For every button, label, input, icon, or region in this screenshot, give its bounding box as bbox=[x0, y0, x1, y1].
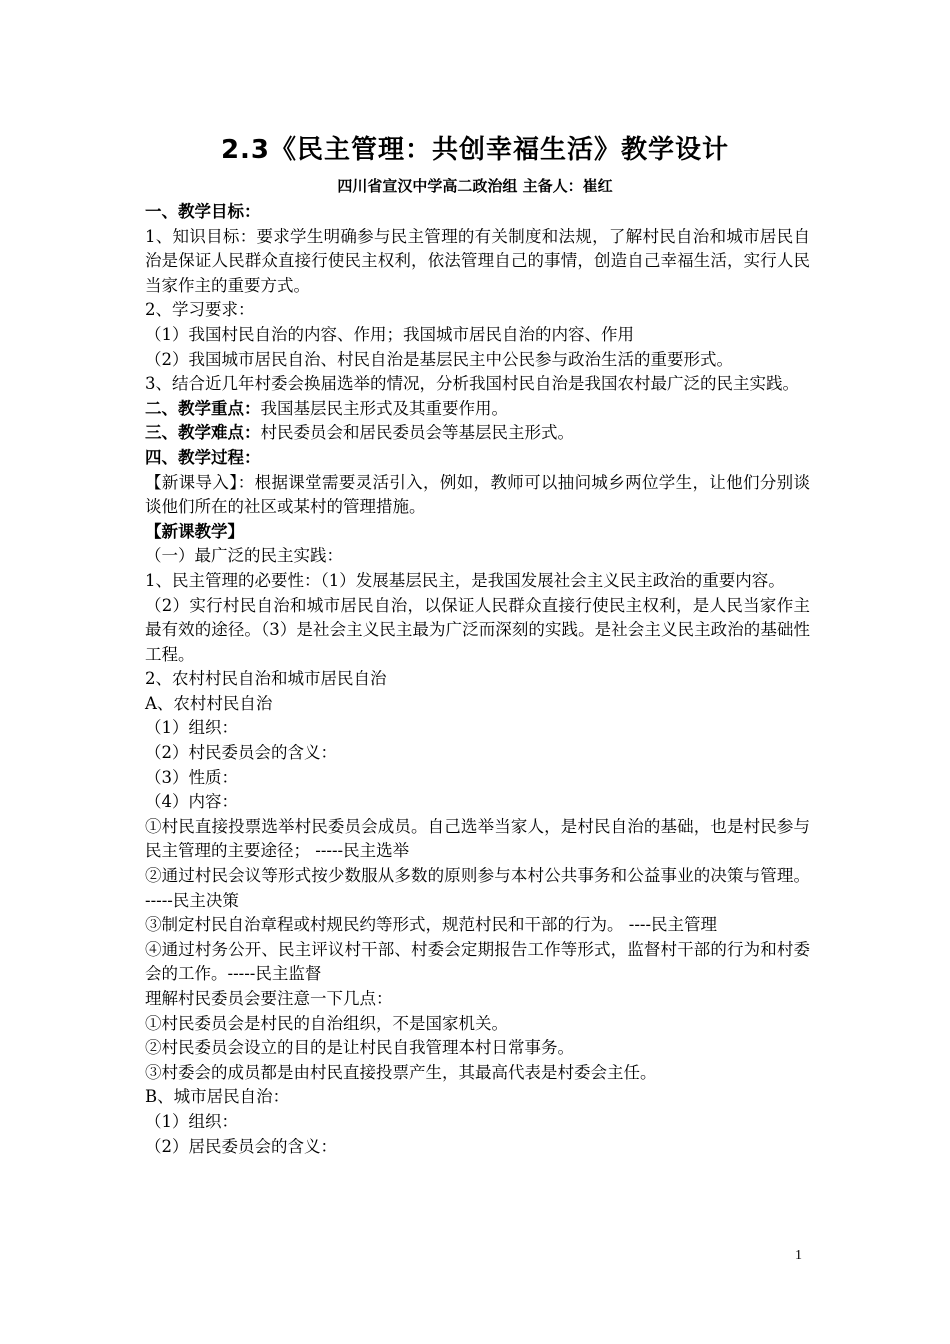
paragraph-text: ④通过村务公开、民主评议村干部、村委会定期报告工作等形式，监督村干部的行为和村委会的工作。-----民主监督 bbox=[145, 939, 810, 984]
paragraph bbox=[145, 790, 810, 815]
paragraph-text: 2、学习要求： bbox=[145, 300, 255, 320]
paragraph bbox=[145, 864, 810, 913]
paragraph-text: 村民委员会和居民委员会等基层民主形式。 bbox=[260, 423, 574, 443]
document-subtitle: 四川省宣汉中学高二政治组 主备人：崔红 bbox=[337, 177, 613, 195]
paragraph bbox=[145, 471, 810, 520]
paragraph bbox=[145, 1061, 810, 1086]
paragraph bbox=[145, 766, 810, 791]
paragraph-text: （一）最广泛的民主实践： bbox=[145, 546, 343, 566]
paragraph bbox=[145, 372, 810, 397]
paragraph-text: B、城市居民自治： bbox=[145, 1087, 290, 1107]
paragraph bbox=[145, 348, 810, 373]
paragraph bbox=[145, 446, 810, 471]
paragraph bbox=[145, 815, 810, 864]
paragraph bbox=[145, 323, 810, 348]
paragraph bbox=[145, 938, 810, 987]
paragraph-text: （4）内容： bbox=[145, 792, 238, 812]
paragraph-text: ①村民委员会是村民的自治组织，不是国家机关。 bbox=[145, 1013, 508, 1033]
paragraph-text: A、农村村民自治 bbox=[145, 693, 273, 713]
paragraph-text: 【新课导入】：根据课堂需要灵活引入，例如，教师可以抽问城乡两位学生，让他们分别谈谈他们所在的社区或某村的管理措施。 bbox=[145, 472, 810, 517]
paragraph-text: 1、民主管理的必要性：（1）发展基层民主，是我国发展社会主义民主政治的重要内容。 bbox=[145, 570, 785, 590]
paragraph bbox=[145, 741, 810, 766]
paragraph-text: 理解村民委员会要注意一下几点： bbox=[145, 989, 393, 1008]
paragraph-text: ①村民直接投票选举村民委员会成员。自己选举当家人，是村民自治的基础，也是村民参与民主管理的主要途径； -----民主选举 bbox=[145, 816, 810, 861]
paragraph-heading: 二、教学重点： bbox=[145, 398, 261, 418]
paragraph-text: （2）我国城市居民自治、村民自治是基层民主中公民参与政治生活的重要形式。 bbox=[145, 349, 733, 369]
paragraph bbox=[145, 421, 810, 446]
paragraph-text: ②村民委员会设立的目的是让村民自我管理本村日常事务。 bbox=[145, 1038, 574, 1058]
paragraph-text: （2）村民委员会的含义： bbox=[145, 743, 337, 763]
paragraph bbox=[145, 520, 810, 545]
paragraph-text: ③村委会的成员都是由村民直接投票产生，其最高代表是村委会主任。 bbox=[145, 1062, 657, 1082]
paragraph-text: （3）性质： bbox=[145, 767, 238, 787]
document-title: 2.3《民主管理：共创幸福生活》教学设计 bbox=[220, 135, 730, 165]
paragraph bbox=[145, 298, 810, 323]
paragraph-text: 3、结合近几年村委会换届选举的情况，分析我国村民自治是我国农村最广泛的民主实践。 bbox=[145, 374, 799, 394]
paragraph bbox=[145, 913, 810, 938]
document-body bbox=[145, 200, 810, 1159]
paragraph bbox=[145, 716, 810, 741]
paragraph bbox=[145, 200, 810, 225]
paragraph-heading: 一、教学目标： bbox=[145, 202, 261, 221]
paragraph-text: （1）组织： bbox=[145, 1111, 238, 1131]
paragraph-text: ②通过村民会议等形式按少数服从多数的原则参与本村公共事务和公益事业的决策与管理。 -----民主决策 bbox=[145, 866, 810, 910]
paragraph bbox=[145, 1036, 810, 1061]
paragraph-text: 我国基层民主形式及其重要作用。 bbox=[260, 398, 508, 418]
paragraph-heading: 三、教学难点： bbox=[145, 423, 261, 443]
paragraph bbox=[145, 594, 810, 668]
paragraph bbox=[145, 397, 810, 422]
paragraph bbox=[145, 1110, 810, 1135]
paragraph bbox=[145, 692, 810, 717]
paragraph bbox=[145, 569, 810, 594]
paragraph-text: （2）实行村民自治和城市居民自治，以保证人民群众直接行使民主权利，是人民当家作主最有效的途径。（3）是社会主义民主最为广泛而深刻的实践。是社会主义民主政治的基础性工程。 bbox=[145, 595, 810, 664]
paragraph bbox=[145, 1135, 810, 1160]
paragraph-text: （2）居民委员会的含义： bbox=[145, 1136, 337, 1156]
paragraph bbox=[145, 225, 810, 299]
paragraph bbox=[145, 1085, 810, 1110]
paragraph-text: 2、农村村民自治和城市居民自治 bbox=[145, 669, 387, 689]
paragraph-text: ③制定村民自治章程或村规民约等形式，规范村民和干部的行为。 ----民主管理 bbox=[145, 915, 718, 935]
paragraph bbox=[145, 1012, 810, 1037]
page-number: 1 bbox=[795, 1248, 802, 1263]
paragraph bbox=[145, 544, 810, 569]
paragraph bbox=[145, 667, 810, 692]
paragraph-text: 1、知识目标：要求学生明确参与民主管理的有关制度和法规，了解村民自治和城市居民自治是保证人民群众直接行使民主权利，依法管理自己的事情，创造自己幸福生活，实行人民当家作主的重要方式。 bbox=[145, 226, 810, 295]
paragraph-heading: 四、教学过程： bbox=[145, 447, 261, 467]
paragraph-text: （1）我国村民自治的内容、作用；我国城市居民自治的内容、作用 bbox=[145, 324, 634, 344]
paragraph-text: （1）组织： bbox=[145, 718, 238, 738]
paragraph-heading: 【新课教学】 bbox=[145, 521, 244, 541]
paragraph bbox=[145, 987, 810, 1012]
